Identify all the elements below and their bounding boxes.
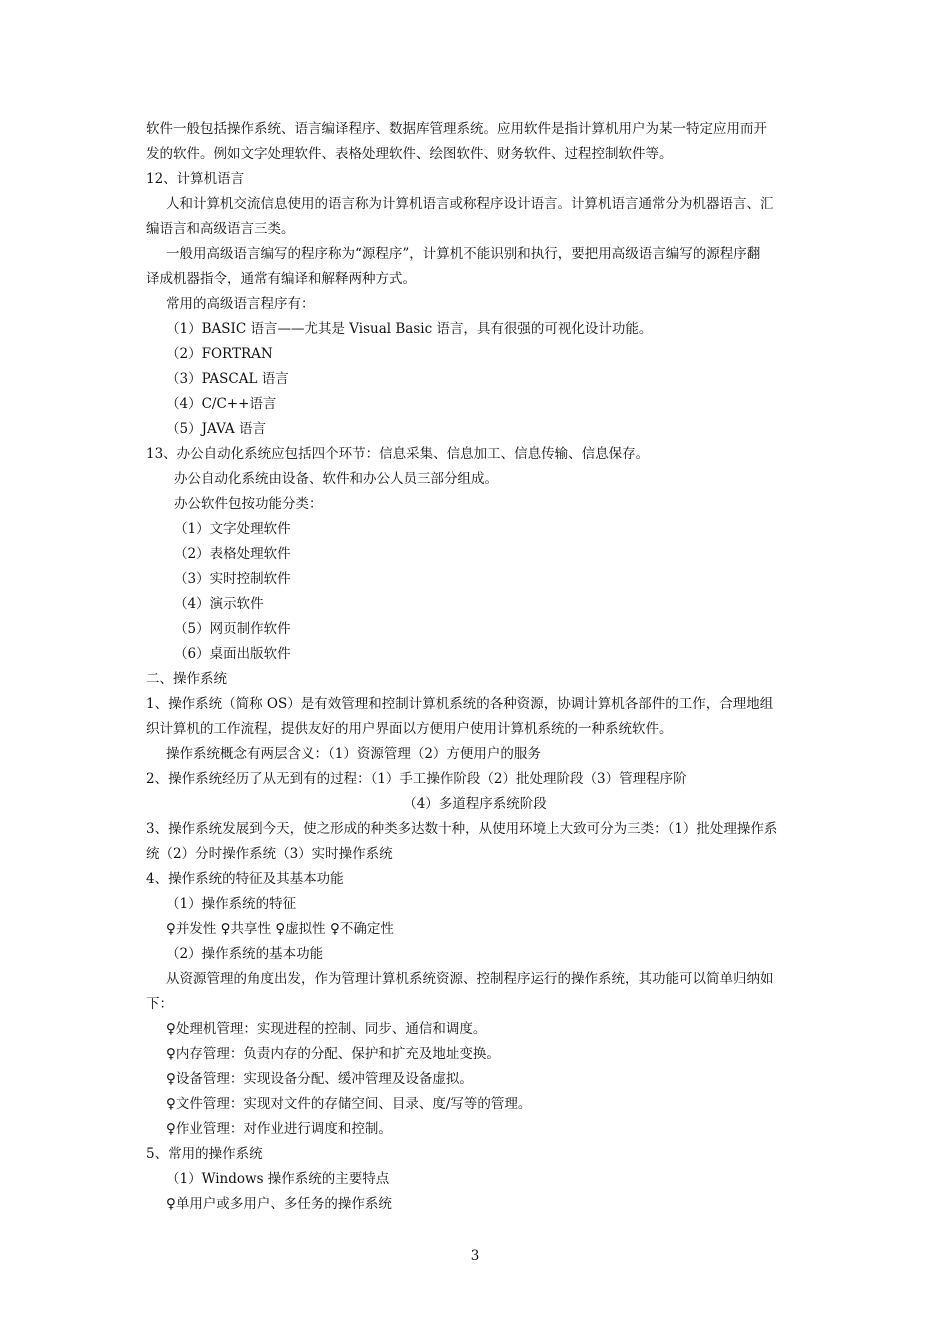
bullet-line: ♀文件管理：实现对文件的存储空间、目录、度/写等的管理。 (166, 1096, 532, 1112)
bullet-line: ♀并发性 ♀共享性 ♀虚拟性 ♀不确定性 (166, 921, 394, 937)
page-number: 3 (470, 1248, 480, 1264)
text-line: 常用的高级语言程序有： (166, 296, 315, 312)
text-line: 织计算机的工作流程，提供友好的用户界面以方便用户使用计算机系统的一种系统软件。 (146, 721, 673, 737)
section-heading: 5、常用的操作系统 (146, 1146, 263, 1162)
text-line: 1、操作系统（简称 OS）是有效管理和控制计算机系统的各种资源，协调计算机各部件的工作，合理地组 (146, 696, 774, 712)
text-line: 2、操作系统经历了从无到有的过程：（1）手工操作阶段（2）批处理阶段（3）管理程序阶 (146, 771, 687, 787)
text-line: 办公软件包按功能分类： (174, 496, 323, 512)
bullet-line: ♀单用户或多用户、多任务的操作系统 (166, 1196, 392, 1212)
bullet-line: ♀内存管理：负责内存的分配、保护和扩充及地址变换。 (166, 1046, 500, 1062)
text-line: 人和计算机交流信息使用的语言称为计算机语言或称程序设计语言。计算机语言通常分为机器语言、汇 (166, 196, 774, 212)
text-line: 从资源管理的角度出发，作为管理计算机系统资源、控制程序运行的操作系统，其功能可以简单归纳如 (166, 971, 774, 987)
text-line: 下： (146, 996, 173, 1012)
list-item: （2）FORTRAN (166, 346, 273, 362)
text-line: 操作系统概念有两层含义：（1）资源管理（2）方便用户的服务 (166, 746, 541, 762)
bullet-line: ♀处理机管理：实现进程的控制、同步、通信和调度。 (166, 1021, 487, 1037)
list-item: （5）网页制作软件 (174, 621, 291, 637)
list-item: （4）C/C++语言 (166, 396, 277, 412)
list-item: （1）BASIC 语言——尤其是 Visual Basic 语言，具有很强的可视化设计功能。 (166, 321, 653, 337)
list-item: （5）JAVA 语言 (166, 421, 266, 437)
text-line: 译成机器指令，通常有编译和解释两种方式。 (146, 271, 416, 287)
text-line: 软件一般包括操作系统、语言编译程序、数据库管理系统。应用软件是指计算机用户为某一特定应用而开 (146, 121, 767, 137)
text-line: 办公自动化系统由设备、软件和办公人员三部分组成。 (174, 471, 498, 487)
text-line: （1）Windows 操作系统的主要特点 (166, 1171, 390, 1187)
text-line: 统（2）分时操作系统（3）实时操作系统 (146, 846, 393, 862)
bullet-line: ♀设备管理：实现设备分配、缓冲管理及设备虚拟。 (166, 1071, 473, 1087)
list-item: （1）文字处理软件 (174, 521, 291, 537)
text-line: （4）多道程序系统阶段 (403, 796, 547, 812)
text-line: 发的软件。例如文字处理软件、表格处理软件、绘图软件、财务软件、过程控制软件等。 (146, 146, 673, 162)
list-item: （4）演示软件 (174, 596, 264, 612)
text-line: （2）操作系统的基本功能 (166, 946, 324, 962)
list-item: （6）桌面出版软件 (174, 646, 291, 662)
section-heading: 4、操作系统的特征及其基本功能 (146, 871, 344, 887)
list-item: （3）实时控制软件 (174, 571, 291, 587)
text-line: 3、操作系统发展到今天，使之形成的种类多达数十种，从使用环境上大致可分为三类：（1）批处理操作系 (146, 821, 778, 837)
text-line: （1）操作系统的特征 (166, 896, 297, 912)
text-line: 一般用高级语言编写的程序称为“源程序”，计算机不能识别和执行，要把用高级语言编写的源程序翻 (166, 246, 761, 262)
list-item: （3）PASCAL 语言 (166, 371, 289, 387)
text-line: 编语言和高级语言三类。 (146, 221, 295, 237)
bullet-line: ♀作业管理：对作业进行调度和控制。 (166, 1121, 392, 1137)
list-item: （2）表格处理软件 (174, 546, 291, 562)
chapter-heading: 二、操作系统 (146, 671, 227, 687)
section-heading: 12、计算机语言 (146, 171, 245, 187)
section-heading: 13、办公自动化系统应包括四个环节：信息采集、信息加工、信息传输、信息保存。 (146, 446, 650, 462)
